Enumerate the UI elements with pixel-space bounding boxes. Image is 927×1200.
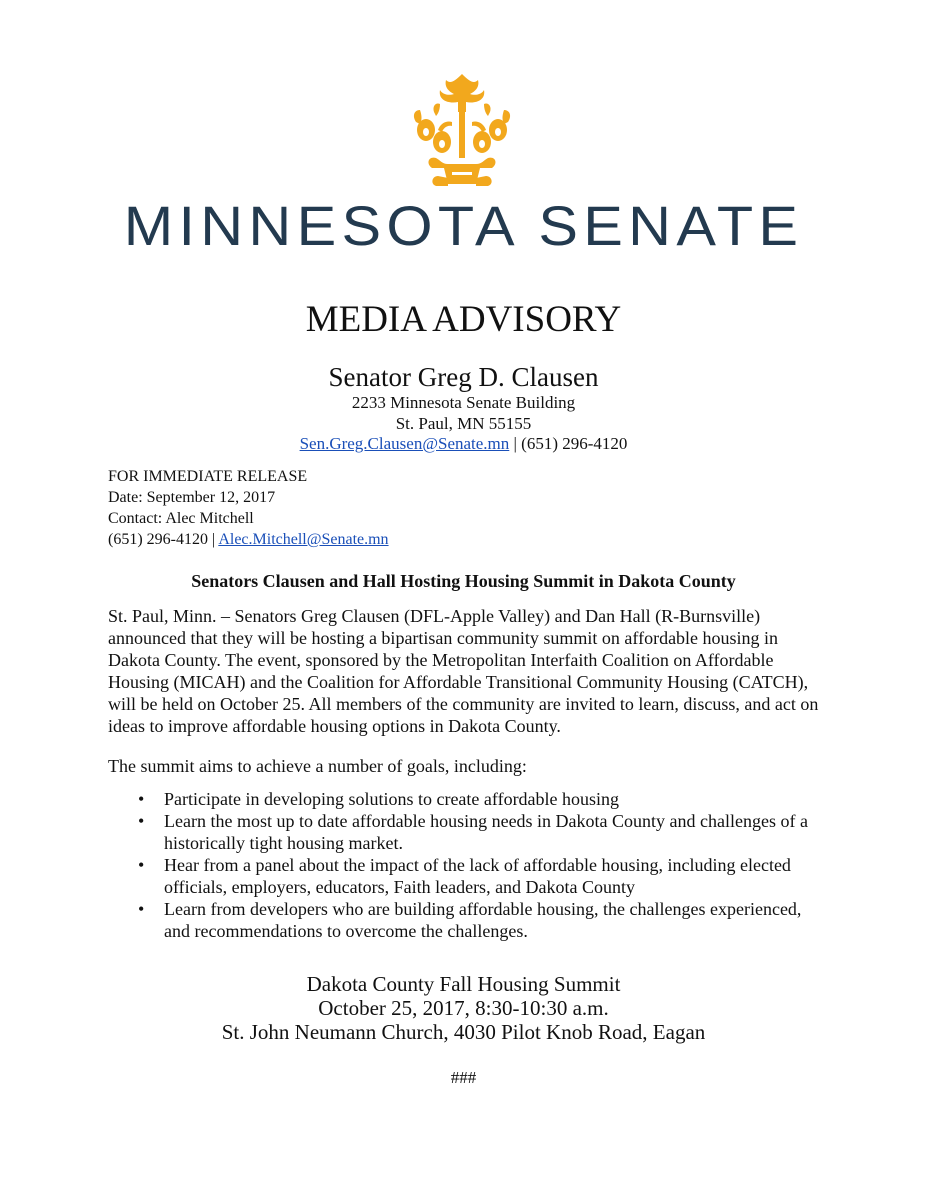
goal-text: Participate in developing solutions to create affordable housing [164,789,620,809]
release-date: Date: September 12, 2017 [108,489,276,506]
senator-name: Senator Greg D. Clausen [328,362,599,392]
list-item [108,788,828,810]
release-phone: (651) 296-4120 [108,531,212,548]
release-phone-line [108,529,389,550]
senate-wordmark: MINNESOTA SENATE [123,194,804,257]
list-item [108,898,828,942]
bullet-icon: • [138,899,145,919]
release-separator: | [211,531,219,548]
bullet-icon: • [138,789,145,809]
page-title: MEDIA ADVISORY [305,299,622,340]
bullet-icon: • [138,855,145,875]
bullet-icon: • [138,811,145,831]
senate-seal-icon [392,72,532,192]
end-mark: ### [450,1068,477,1087]
senator-phone: | (651) 296-4120 [509,434,628,453]
senator-contact-line [0,433,927,454]
list-item [108,854,828,898]
goal-text: Hear from a panel about the impact of the lack of affordable housing, including elected officials, employers, educators, Faith leaders, and Dakota County [164,855,791,897]
body-paragraph-1: St. Paul, Minn. – Senators Greg Clausen (DFL-Apple Valley) and Dan Hall (R-Burnsville) announced that they will be hosting a bipartisan community summit on affordable housing in Dakota County. The event, sponsored by the Metropolitan Interfaith Coalition on Affordable Housing (MICAH) and the Coalition for Affordable Transitional Community Housing (CATCH), will be held on October 25. All members of the community are invited to learn, discuss, and act on ideas to improve affordable housing options in Dakota County. [108,606,819,736]
senator-address-line1: 2233 Minnesota Senate Building [351,393,576,412]
senator-address-line2: St. Paul, MN 55155 [395,414,532,433]
goal-text: Learn from developers who are building affordable housing, the challenges experienced, and recommendations to overcome the challenges. [164,899,802,941]
list-item [108,810,828,854]
release-label: FOR IMMEDIATE RELEASE [108,468,308,485]
event-name: Dakota County Fall Housing Summit [306,972,621,996]
event-datetime: October 25, 2017, 8:30-10:30 a.m. [318,996,609,1020]
headline: Senators Clausen and Hall Hosting Housing Summit in Dakota County [191,571,736,591]
event-location: St. John Neumann Church, 4030 Pilot Knob Road, Eagan [221,1020,706,1044]
release-info [108,466,389,550]
goal-text: Learn the most up to date affordable housing needs in Dakota County and challenges of a historically tight housing market. [164,811,808,853]
release-contact: Contact: Alec Mitchell [108,510,254,527]
contact-email-link[interactable]: Alec.Mitchell@Senate.mn [218,531,389,548]
body-paragraph-2: The summit aims to achieve a number of goals, including: [108,756,527,776]
senator-email-link[interactable]: Sen.Greg.Clausen@Senate.mn [299,434,510,453]
goals-list [108,788,828,942]
